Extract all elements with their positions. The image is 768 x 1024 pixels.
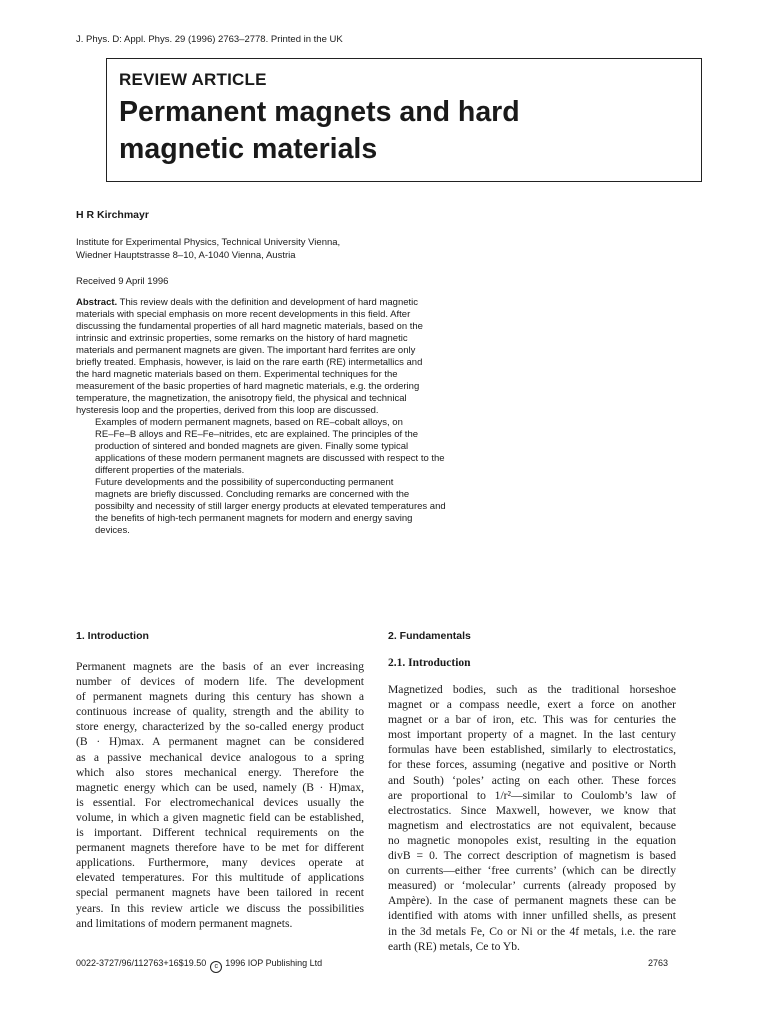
body-line: and South) ‘poles’ acting on each other. These forces	[388, 773, 676, 787]
affiliation-line-1: Institute for Experimental Physics, Technical University Vienna,	[76, 237, 341, 248]
abstract-line: briefly treated. Emphasis, however, is laid on the rare earth (RE) intermetallics and	[76, 357, 423, 368]
abstract-line: intrinsic and extrinsic properties, some remarks on the history of hard magnetic	[76, 333, 408, 344]
abstract-line: hysteresis loop and the properties, derived from this loop are discussed.	[76, 405, 379, 416]
paper-title	[119, 94, 679, 168]
body-line: are proportional to 1/r²—similar to Coulomb’s law of	[388, 788, 676, 802]
subsection-2-1-heading: 2.1. Introduction	[388, 657, 471, 669]
body-line: Ampère). In the case of permanent magnets these can be	[388, 894, 676, 908]
abstract-line: magnets are briefly discussed. Concluding remarks are concerned with the	[95, 489, 410, 500]
abstract-paragraph-2	[76, 417, 478, 477]
abstract-line: applications of these modern permanent magnets are discussed with respect to the	[95, 453, 445, 464]
abstract-line: temperature, the magnetization, the anisotropy field, the physical and technical	[76, 393, 407, 404]
body-line: identified with atoms with inner unfilled shells, as present	[388, 909, 676, 923]
author-name: H R Kirchmayr	[76, 209, 149, 221]
body-line: is essential. For electromechanical devices usually the	[76, 795, 364, 809]
abstract-line: the hard magnetic materials based on them. Experimental techniques for the	[76, 369, 398, 380]
title-frame-bottom-border	[106, 181, 702, 182]
section-1-body	[76, 659, 364, 931]
body-line: number of devices of modern life. The development	[76, 675, 364, 689]
body-line: on currents—either ‘free currents’ (which can be directly	[388, 864, 676, 878]
abstract-line: measurement of the basic properties of hard magnetic materials, e.g. the ordering	[76, 381, 420, 392]
paper-title-line-2: magnetic materials	[119, 133, 378, 165]
section-1-heading: 1. Introduction	[76, 630, 149, 642]
body-line: years. In this review article we discuss the possibilities	[76, 901, 364, 915]
abstract-lead: Abstract.	[76, 297, 118, 308]
abstract-paragraph-3	[76, 477, 478, 537]
body-line: Magnetized bodies, such as the traditional horseshoe	[388, 683, 676, 696]
abstract-line: Future developments and the possibility of superconducting permanent	[95, 477, 394, 488]
footer-publisher: 1996 IOP Publishing Ltd	[225, 958, 323, 968]
abstract-line: production of sintered and bonded magnets are given. Finally some typical	[95, 441, 409, 452]
body-line: is important. Different technical requirements on the	[76, 826, 364, 840]
body-line: magnet or a compass needle, exert a force on another	[388, 698, 676, 712]
body-line: special permanent magnets have been tailored in recent	[76, 886, 364, 900]
abstract-line: the benefits of high-tech permanent magnets for modern and energy saving	[95, 513, 413, 524]
body-line: (B · H)max. A permanent magnet can be considered	[76, 735, 364, 749]
abstract-line: Examples of modern permanent magnets, based on RE–cobalt alloys, on	[95, 417, 403, 428]
copyright-icon: c	[210, 961, 222, 973]
body-line: in the 3d metals Fe, Co or Ni or the 4f metals, i.e. the rare	[388, 924, 676, 938]
body-line: for these forces, assuming (negative and positive or North	[388, 758, 676, 772]
title-frame-right-border	[701, 58, 702, 182]
body-line: permanent magnets therefore have to be met for different	[76, 841, 364, 855]
journal-citation-line: J. Phys. D: Appl. Phys. 29 (1996) 2763–2778. Printed in the UK	[76, 34, 343, 45]
author-affiliation	[76, 236, 496, 262]
body-line: applications. Furthermore, many devices operate at	[76, 856, 364, 870]
body-line: Permanent magnets are the basis of an ever increasing	[76, 660, 364, 673]
abstract-line: possibilty and necessity of still larger energy products at elevated temperatures and	[95, 501, 446, 512]
body-line: store energy, characterized by the so-called energy product	[76, 720, 364, 734]
abstract-line: RE–Fe–B alloys and RE–Fe–nitrides, etc are explained. The principles of the	[95, 429, 419, 440]
abstract	[76, 297, 478, 537]
body-line: measured) or ‘molecular’ currents (already proposed by	[388, 879, 676, 893]
body-line: earth (RE) metals, Ce to Yb.	[388, 939, 520, 953]
body-line: divB = 0. The correct description of magnetism is based	[388, 849, 676, 863]
footer-issn-and-copyright	[76, 958, 322, 973]
body-line: electrostatics. Since Maxwell, however, we know that	[388, 803, 676, 817]
abstract-line: materials and permanent magnets are given. The important hard ferrites are only	[76, 345, 416, 356]
body-line: most important property of a magnet. In the last century	[388, 728, 676, 742]
abstract-line: devices.	[95, 525, 130, 536]
body-line: magnetic energy which can be used, namely (B · H)max,	[76, 780, 364, 794]
body-line: volume, in which a given magnetic field can be established,	[76, 810, 364, 824]
body-line: as a passive mechanical device analogous to a spring	[76, 750, 364, 764]
body-line: of permanent magnets during this century has shown a	[76, 690, 364, 704]
body-line: formulas have been established, similarly to electrostatics,	[388, 743, 676, 757]
abstract-line: different properties of the materials.	[95, 465, 245, 476]
body-line: magnetism and electrostatics are not equivalent, because	[388, 818, 676, 832]
received-date: Received 9 April 1996	[76, 276, 169, 287]
body-line: and limitations of modern permanent magnets.	[76, 916, 293, 930]
page-number: 2763	[648, 958, 669, 968]
section-2-heading: 2. Fundamentals	[388, 630, 471, 642]
body-line: no magnetic monopoles exist, resulting in the equation	[388, 833, 676, 847]
abstract-paragraph-1	[76, 297, 478, 417]
body-line: elevated temperatures. For this multitude of applications	[76, 871, 364, 885]
abstract-line: discussing the fundamental properties of all hard magnetic materials, based on the	[76, 321, 423, 332]
footer-code: 0022-3727/96/112763+16$19.50	[76, 958, 207, 968]
body-line: which also stores mechanical energy. Therefore the	[76, 765, 364, 779]
affiliation-line-2: Wiedner Hauptstrasse 8–10, A-1040 Vienna, Austria	[76, 250, 296, 261]
abstract-line: materials with special emphasis on more recent developments in this field. After	[76, 309, 411, 320]
abstract-line: Abstract. This review deals with the definition and development of hard magnetic	[76, 297, 419, 308]
body-line: magnet or a bar of iron, etc. This was for centuries the	[388, 713, 676, 727]
section-2-1-body	[388, 682, 676, 954]
paper-title-line-1: Permanent magnets and hard	[119, 96, 520, 128]
body-line: continuous increase of quality, strength and the ability to	[76, 705, 364, 719]
article-type-label: REVIEW ARTICLE	[119, 70, 267, 89]
